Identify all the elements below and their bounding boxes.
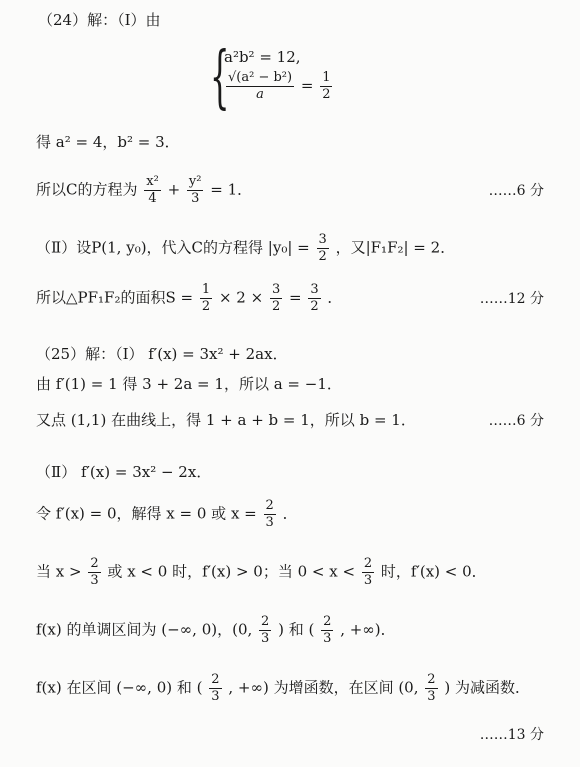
q25-line-e: 当 x > $\frac{2}{3}$ 或 x < 0 时，f′(x) > 0；当 0 < x < $\frac{2}{3}$ 时，f′(x) < 0． [36,556,487,588]
q25-line-g: f(x) 在区间 (−∞, 0) 和 ( $\frac{2}{3}$ , +∞) 为增函数，在区间 (0, $\frac{2}{3}$ ) 为减函数． [36,672,530,704]
q25-line-f: f(x) 的单调区间为 (−∞, 0)，(0, $\frac{2}{3}$ ) 和 ( $\frac{2}{3}$ , +∞)． [36,614,396,646]
q24-header: （24）解：（Ⅰ）由 [38,11,161,29]
q25-line-b: 又点 (1,1) 在曲线上，得 1 + a + b = 1，所以 b = 1． [36,411,416,429]
score-12: ……12 分 [479,291,544,307]
q25-line-a: 由 f′(1) = 1 得 3 + 2a = 1，所以 a = −1． [36,375,342,393]
q24-equation-c: 所以C的方程为 $\frac{\text{x²}}{4}$ + $\frac{\text{y²}}{3}$ = 1． [36,174,253,206]
system-eq-1: a²b² = 12, [224,48,301,66]
q25-header: （25）解：（Ⅰ） f′(x) = 3x² + 2ax． [36,345,288,363]
equation-system [210,38,331,117]
q24-result-ab: 得 a² = 4，b² = 3． [36,133,180,151]
score-6-a: ……6 分 [488,183,544,199]
q25-line-d: 令 f′(x) = 0，解得 x = 0 或 x = $\frac{2}{3}$ ． [36,498,298,530]
q24-area: 所以△PF₁F₂的面积S = $\frac{1}{2}$ × 2 × $\frac{3}{2}$ = $\frac{3}{2}$ ． [36,282,343,314]
q24-part2: （Ⅱ）设P(1, y₀)，代入C的方程得 |y₀| = $\frac{3}{2}$ ，又|F₁F₂| = 2． [36,232,456,264]
q25-line-c: （Ⅱ） f′(x) = 3x² − 2x． [36,463,212,481]
score-6-b: ……6 分 [488,413,544,429]
left-brace-icon: { [210,38,230,117]
system-eq-2: $\frac{\text{√(a² − b²)}}{a}$ = $\frac{1}{2}$ [228,70,331,102]
score-13: ……13 分 [479,727,544,743]
